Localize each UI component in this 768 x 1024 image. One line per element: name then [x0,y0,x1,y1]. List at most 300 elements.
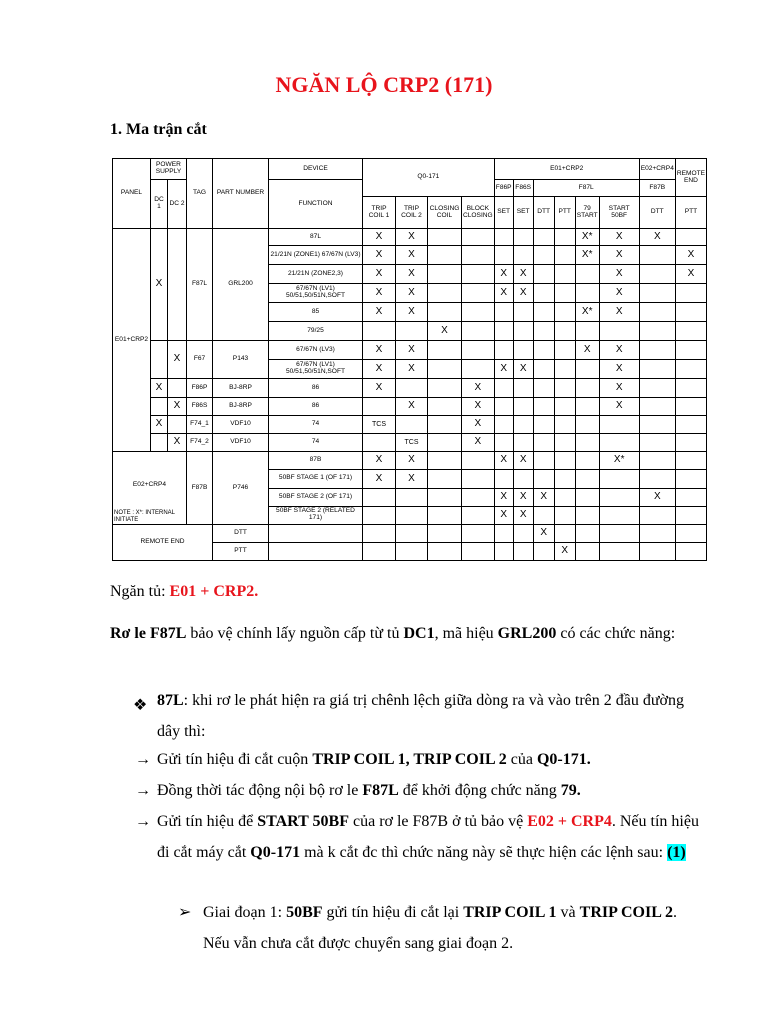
matrix-cell-set-f86s [513,434,533,452]
header-dtt-remote: DTT [639,197,675,229]
matrix-cell-set-f86s [513,322,533,341]
matrix-cell-set-f86s [513,398,533,416]
matrix-cell-dtt-f87l [533,416,554,434]
matrix-cell-ptt-f87l [554,452,575,470]
matrix-cell-set-f86s [513,341,533,360]
tag-cell: F67 [187,341,213,379]
matrix-cell-79-start [575,488,599,506]
matrix-cell-ptt-f87l [554,229,575,246]
matrix-cell-block-closing [462,506,495,524]
stage-1-50bf: 50BF [286,904,323,921]
table-row [113,452,707,470]
header-ptt-f87l: PTT [554,197,575,229]
matrix-cell-dtt-remote [639,434,675,452]
header-panel: PANEL [113,159,151,229]
matrix-cell-dtt-f87l [533,303,554,322]
function-cell: 67/67N (LV1) 50/51,50/51N,SOFT [269,360,363,379]
part-number-cell: P143 [213,341,269,379]
matrix-cell-set-f86s [513,303,533,322]
relay-text-1: bảo vệ chính lấy nguồn cấp từ tủ [186,625,404,642]
matrix-cell-closing-coil [428,398,462,416]
matrix-cell-ptt-remote [675,284,706,303]
arrowhead-bullet-icon: ➢ [178,904,192,921]
function-cell: 86 [269,379,363,398]
action-1-breaker: Q0-171. [536,751,591,768]
matrix-cell-set-f86p [494,434,513,452]
table-row [113,416,707,434]
matrix-cell-ptt-f87l [554,265,575,284]
matrix-cell-ptt-remote [675,303,706,322]
matrix-cell-dtt-remote [639,506,675,524]
header-tag: TAG [187,159,213,229]
matrix-cell-block-closing [462,265,495,284]
action-1-of: của [506,751,537,768]
matrix-cell-dtt-remote: X [639,229,675,246]
table-row [113,525,707,543]
matrix-cell-trip-coil-2: X [396,341,428,360]
matrix-cell-dtt-f87l [533,452,554,470]
matrix-cell-dtt-f87l [533,246,554,265]
matrix-cell-start-50bf [599,416,639,434]
header-set-f86p: SET [494,197,513,229]
matrix-cell-block-closing [462,229,495,246]
matrix-cell-set-f86p: X [494,488,513,506]
header-block-closing: BLOCK CLOSING [462,197,495,229]
bullet-87l [157,685,702,747]
matrix-cell-block-closing [462,303,495,322]
matrix-cell-closing-coil [428,246,462,265]
matrix-cell-set-f86p [494,379,513,398]
action-2-function: 79. [560,782,581,799]
matrix-cell-set-f86p [494,398,513,416]
matrix-cell-79-start [575,470,599,488]
dc2-cell [168,229,187,341]
action-start-79 [157,775,702,806]
matrix-cell-trip-coil-1: X [363,229,396,246]
header-ptt-remote: PTT [675,197,706,229]
function-cell: 85 [269,303,363,322]
matrix-cell-dtt-f87l [533,470,554,488]
matrix-cell-dtt-f87l: X [533,525,554,543]
matrix-cell-set-f86s: X [513,506,533,524]
header-q0-171: Q0-171 [363,159,495,197]
matrix-cell-closing-coil [428,229,462,246]
matrix-cell-closing-coil [428,284,462,303]
header-f87b: F87B [639,180,675,197]
matrix-cell-trip-coil-2: X [396,303,428,322]
function-cell: 74 [269,416,363,434]
arrow-right-icon: → [135,782,151,799]
matrix-cell-start-50bf [599,434,639,452]
matrix-cell-ptt-remote [675,229,706,246]
page-title: NGĂN LỘ CRP2 (171) [275,72,493,97]
matrix-cell-dtt-remote [639,246,675,265]
action-3-text-2: của rơ le F87B ở tủ bảo vệ [348,813,528,830]
stage-1-text-2: . Nếu vẫn chưa cắt được chuyển sang giai đoạn 2. [203,904,678,952]
matrix-cell-block-closing [462,488,495,506]
matrix-cell-dtt-f87l [533,265,554,284]
matrix-cell-ptt-f87l [554,341,575,360]
matrix-cell-set-f86p [494,229,513,246]
matrix-cell-ptt-f87l [554,284,575,303]
stage-1-text: gửi tín hiệu đi cắt lại [322,904,464,921]
part-number-cell: VDF10 [213,416,269,434]
matrix-cell-ptt-f87l [554,360,575,379]
matrix-cell-dtt-remote [639,470,675,488]
header-trip-coil-1: TRIP COIL 1 [363,197,396,229]
matrix-cell-79-start [575,434,599,452]
part-number-cell: GRL200 [213,229,269,341]
matrix-cell-closing-coil [428,360,462,379]
table-row [113,379,707,398]
matrix-cell-dtt-f87l [533,506,554,524]
matrix-cell-trip-coil-1 [363,434,396,452]
matrix-cell-79-start: X* [575,246,599,265]
matrix-cell-block-closing: X [462,416,495,434]
matrix-cell-closing-coil [428,379,462,398]
matrix-cell-trip-coil-1: TCS [363,416,396,434]
function-cell: 67/67N (LV1) 50/51,50/51N,SOFT [269,284,363,303]
matrix-cell-block-closing [462,470,495,488]
matrix-cell-block-closing [462,322,495,341]
matrix-cell-dtt-remote [639,543,675,561]
matrix-cell-79-start: X* [575,303,599,322]
matrix-cell-79-start [575,360,599,379]
matrix-cell-ptt-remote [675,360,706,379]
panel-e02-cell [113,452,187,525]
matrix-cell-trip-coil-1: X [363,265,396,284]
table-row [113,398,707,416]
matrix-cell-trip-coil-1: X [363,470,396,488]
matrix-cell-start-50bf: X [599,379,639,398]
panel-cell: E01+CRP2 [113,229,151,452]
matrix-cell-set-f86s [513,246,533,265]
matrix-cell-dtt-remote [639,416,675,434]
matrix-cell-ptt-remote [675,434,706,452]
header-79-start: 79 START [575,197,599,229]
action-3-breaker: Q0-171 [250,844,301,861]
dc1-cell [151,398,168,416]
cabinet-label: Ngăn tủ: [110,583,170,600]
matrix-cell-ptt-remote [675,470,706,488]
matrix-cell-ptt-remote [675,341,706,360]
matrix-cell-start-50bf [599,525,639,543]
matrix-cell-block-closing [462,452,495,470]
tag-cell: F87L [187,229,213,341]
panel-remote-cell: REMOTE END [113,525,213,561]
matrix-cell-trip-coil-1: X [363,284,396,303]
cabinet-line [110,576,258,607]
header-closing-coil: CLOSING COIL [428,197,462,229]
matrix-cell-dtt-f87l: X [533,488,554,506]
matrix-cell-trip-coil-1: X [363,246,396,265]
matrix-cell-ptt-f87l [554,434,575,452]
matrix-cell-closing-coil [428,488,462,506]
matrix-cell-dtt-f87l [533,360,554,379]
function-cell: 50BF STAGE 2 (RELATED 171) [269,506,363,524]
matrix-cell-start-50bf: X [599,341,639,360]
matrix-cell-trip-coil-2 [396,525,428,543]
matrix-cell-dtt-remote [639,360,675,379]
matrix-cell-ptt-f87l [554,416,575,434]
matrix-cell-dtt-remote [639,341,675,360]
bullet-87l-text: : khi rơ le phát hiện ra giá trị chênh lệch giữa dòng ra và vào trên 2 đầu đường dây thì: [157,692,684,740]
header-e02-crp4: E02+CRP4 [639,159,675,180]
matrix-cell-dtt-remote [639,452,675,470]
matrix-cell-block-closing [462,525,495,543]
matrix-cell-set-f86p: X [494,360,513,379]
matrix-cell-79-start [575,398,599,416]
matrix-cell-set-f86p: X [494,452,513,470]
matrix-cell-ptt-remote: X [675,246,706,265]
matrix-cell-closing-coil: X [428,322,462,341]
matrix-cell-set-f86p [494,322,513,341]
function-cell: 79/25 [269,322,363,341]
matrix-cell-dtt-remote [639,322,675,341]
dc1-cell: X [151,379,168,398]
part-number-cell: PTT [213,543,269,561]
matrix-cell-ptt-f87l [554,470,575,488]
matrix-cell-set-f86s [513,379,533,398]
action-trip-coils [157,744,702,775]
matrix-cell-start-50bf: X* [599,452,639,470]
table-row [113,434,707,452]
matrix-cell-dtt-remote [639,525,675,543]
matrix-cell-trip-coil-2: X [396,265,428,284]
matrix-cell-ptt-remote [675,322,706,341]
matrix-cell-start-50bf [599,543,639,561]
function-cell: 50BF STAGE 2 (OF 171) [269,488,363,506]
matrix-cell-start-50bf [599,506,639,524]
matrix-cell-block-closing: X [462,398,495,416]
matrix-cell-start-50bf: X [599,229,639,246]
relay-text-3: có các chức năng: [556,625,676,642]
action-3-text-4: mà k cắt đc thì chức năng này sẽ thực hiện các lệnh sau: [300,844,668,861]
matrix-cell-ptt-remote [675,452,706,470]
matrix-cell-ptt-remote [675,525,706,543]
matrix-cell-trip-coil-2: X [396,452,428,470]
bullet-87l-key: 87L [157,692,184,709]
matrix-cell-set-f86p [494,246,513,265]
matrix-cell-dtt-remote [639,303,675,322]
action-1-coils: TRIP COIL 1, TRIP COIL 2 [312,751,507,768]
matrix-cell-start-50bf: X [599,284,639,303]
matrix-cell-closing-coil [428,303,462,322]
header-set-f86s: SET [513,197,533,229]
matrix-cell-ptt-remote [675,416,706,434]
matrix-cell-set-f86s: X [513,360,533,379]
dc2-cell: X [168,341,187,379]
matrix-cell-dtt-f87l [533,398,554,416]
matrix-cell-start-50bf: X [599,303,639,322]
header-dtt-f87l: DTT [533,197,554,229]
matrix-cell-trip-coil-2: TCS [396,434,428,452]
matrix-cell-trip-coil-2 [396,322,428,341]
matrix-cell-closing-coil [428,470,462,488]
function-cell: 50BF STAGE 1 (OF 171) [269,470,363,488]
cabinet-value: E01 + CRP2. [169,583,259,600]
diamond-bullet-icon: ❖ [133,697,148,714]
matrix-cell-trip-coil-1: X [363,452,396,470]
matrix-cell-ptt-f87l [554,398,575,416]
part-number-cell: P746 [213,452,269,525]
header-part-number: PART NUMBER [213,159,269,229]
part-number-cell: VDF10 [213,434,269,452]
matrix-cell-start-50bf [599,488,639,506]
dc2-cell [168,416,187,434]
header-trip-coil-2: TRIP COIL 2 [396,197,428,229]
header-remote-end: REMOTE END [675,159,706,197]
header-dc2: DC 2 [168,180,187,229]
relay-name: Rơ le F87L [110,625,187,642]
matrix-cell-trip-coil-2 [396,543,428,561]
header-function: FUNCTION [269,180,363,229]
trip-matrix-table [112,158,707,561]
matrix-cell-dtt-remote [639,265,675,284]
matrix-cell-ptt-f87l [554,322,575,341]
matrix-cell-dtt-f87l [533,434,554,452]
matrix-cell-closing-coil [428,265,462,284]
tag-cell: F74_1 [187,416,213,434]
matrix-cell-block-closing: X [462,379,495,398]
function-cell: 21/21N (ZONE1) 67/67N (LV3) [269,246,363,265]
matrix-cell-closing-coil [428,543,462,561]
matrix-cell-closing-coil [428,416,462,434]
function-cell: 87L [269,229,363,246]
action-3-text: Gửi tín hiệu để [157,813,258,830]
matrix-cell-start-50bf: X [599,360,639,379]
matrix-cell-ptt-remote [675,398,706,416]
matrix-cell-79-start: X* [575,229,599,246]
matrix-cell-ptt-f87l [554,506,575,524]
matrix-cell-dtt-f87l [533,229,554,246]
dc1-cell [151,341,168,379]
matrix-cell-block-closing [462,360,495,379]
matrix-cell-set-f86p [494,416,513,434]
matrix-cell-ptt-remote: X [675,265,706,284]
matrix-cell-closing-coil [428,525,462,543]
matrix-cell-79-start [575,506,599,524]
matrix-cell-set-f86s: X [513,452,533,470]
stage-1-coil-1: TRIP COIL 1 [463,904,557,921]
action-1-text: Gửi tín hiệu đi cắt cuộn [157,751,313,768]
dc2-cell: X [168,434,187,452]
matrix-cell-ptt-remote [675,506,706,524]
matrix-cell-79-start [575,452,599,470]
dc2-cell: X [168,398,187,416]
table-row [113,229,707,246]
tag-cell: F74_2 [187,434,213,452]
matrix-cell-start-50bf: X [599,265,639,284]
relay-text-2: , mã hiệu [434,625,498,642]
matrix-cell-79-start: X [575,341,599,360]
action-2-relay: F87L [362,782,399,799]
tag-cell: F86S [187,398,213,416]
matrix-cell-dtt-remote [639,379,675,398]
matrix-cell-ptt-f87l [554,246,575,265]
matrix-cell-start-50bf [599,322,639,341]
matrix-cell-trip-coil-1 [363,322,396,341]
tag-cell: F86P [187,379,213,398]
header-device: DEVICE [269,159,363,180]
action-3-text-3: . Nếu tín hiệu đi cắt máy cắt [157,813,699,861]
header-start-50bf: START 50BF [599,197,639,229]
matrix-cell-trip-coil-1 [363,488,396,506]
matrix-cell-set-f86s [513,525,533,543]
function-cell: 86 [269,398,363,416]
matrix-cell-dtt-f87l [533,341,554,360]
matrix-cell-block-closing [462,341,495,360]
matrix-cell-closing-coil [428,452,462,470]
matrix-cell-set-f86p [494,543,513,561]
matrix-cell-trip-coil-2 [396,506,428,524]
dc1-cell: X [151,229,168,341]
matrix-cell-79-start [575,322,599,341]
section-heading: 1. Ma trận cắt [110,121,207,138]
matrix-cell-dtt-remote [639,398,675,416]
function-cell: 87B [269,452,363,470]
action-3-ref-highlight: (1) [667,844,686,861]
action-3-cabinet: E02 + CRP4 [527,813,612,830]
matrix-cell-trip-coil-2 [396,379,428,398]
function-cell [269,543,363,561]
matrix-cell-ptt-remote [675,488,706,506]
part-number-cell: BJ-8RP [213,379,269,398]
function-cell: 67/67N (LV3) [269,341,363,360]
matrix-cell-set-f86s [513,229,533,246]
matrix-cell-trip-coil-1 [363,398,396,416]
matrix-cell-ptt-remote [675,543,706,561]
matrix-cell-ptt-f87l: X [554,543,575,561]
relay-part-number: GRL200 [497,625,557,642]
matrix-cell-trip-coil-2: X [396,470,428,488]
arrow-right-icon: → [135,813,151,830]
matrix-cell-trip-coil-1: X [363,379,396,398]
matrix-cell-dtt-f87l [533,543,554,561]
matrix-cell-set-f86s: X [513,488,533,506]
header-f86p: F86P [494,180,513,197]
matrix-cell-start-50bf: X [599,398,639,416]
matrix-cell-trip-coil-2: X [396,284,428,303]
header-e01-crp2: E01+CRP2 [494,159,639,180]
dc1-cell: X [151,416,168,434]
matrix-cell-79-start [575,525,599,543]
action-2-text-2: để khởi động chức năng [398,782,561,799]
matrix-cell-trip-coil-1 [363,543,396,561]
matrix-cell-block-closing [462,246,495,265]
matrix-cell-dtt-f87l [533,379,554,398]
table-note: NOTE : X*: INTERNAL INITIATE [114,510,175,523]
matrix-cell-set-f86p [494,525,513,543]
relay-dc1: DC1 [403,625,435,642]
matrix-cell-ptt-f87l [554,525,575,543]
matrix-cell-79-start [575,379,599,398]
header-dc1: DC 1 [151,180,168,229]
matrix-cell-trip-coil-1 [363,506,396,524]
stage-1-coil-2: TRIP COIL 2 [579,904,674,921]
matrix-cell-set-f86s: X [513,265,533,284]
dc1-cell [151,434,168,452]
matrix-cell-set-f86s [513,416,533,434]
matrix-cell-closing-coil [428,341,462,360]
arrow-right-icon: → [135,751,151,768]
action-start-50bf [157,806,702,868]
matrix-cell-trip-coil-1 [363,525,396,543]
part-number-cell: DTT [213,525,269,543]
stage-1-and: và [556,904,580,921]
matrix-cell-79-start [575,543,599,561]
matrix-cell-79-start [575,265,599,284]
